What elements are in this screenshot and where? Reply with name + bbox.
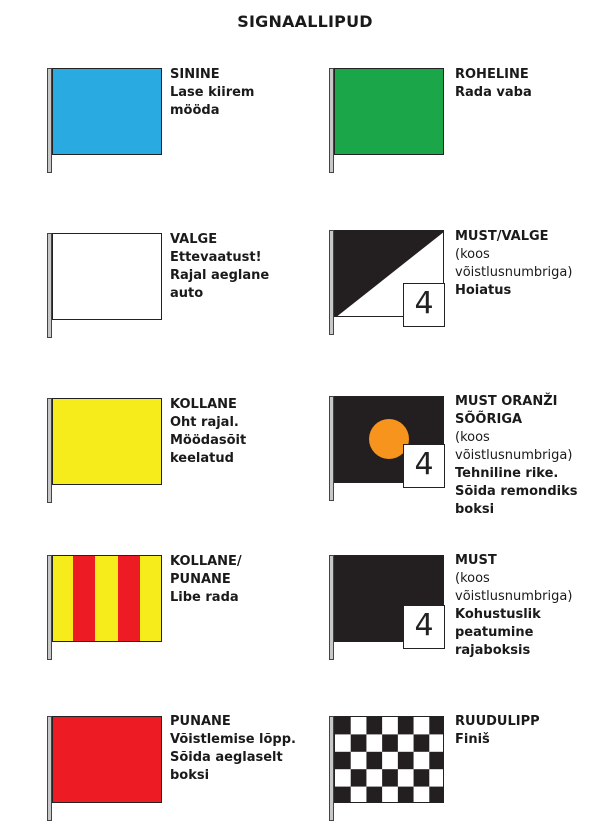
description-line: VALGE [170, 232, 218, 247]
description-line: boksi [455, 502, 495, 517]
description-line: KOLLANE [170, 397, 237, 412]
page-title: SIGNAALLIPUD [237, 12, 373, 31]
checker-square [335, 734, 351, 752]
green-flag [334, 68, 444, 155]
race-number-box: 4 [403, 283, 445, 327]
description-line: Oht rajal. [170, 415, 239, 430]
red-stripe [118, 556, 140, 641]
description-line: RUUDULIPP [455, 714, 540, 729]
checker-square [414, 717, 430, 735]
description-line: mööda [170, 103, 220, 118]
yellow-red-flag-description [170, 553, 320, 607]
checker-square [398, 734, 414, 752]
red-stripe [73, 556, 95, 641]
checkered-flag [334, 716, 444, 803]
description-line: peatumine [455, 625, 534, 640]
description-line: Möödasõit [170, 433, 247, 448]
description-line: võistlusnumbriga) [455, 589, 573, 604]
description-line: Lase kiirem [170, 85, 255, 100]
red-flag [52, 716, 162, 803]
description-line: Rada vaba [455, 85, 532, 100]
description-line: Ettevaatust! [170, 250, 262, 265]
description-line: MUST [455, 553, 497, 568]
checker-square [429, 734, 444, 752]
checker-square [382, 787, 398, 803]
white-flag-description [170, 231, 320, 303]
checker-square [429, 717, 444, 735]
description-line: Finiš [455, 732, 490, 747]
yellow-flag-description [170, 396, 320, 468]
description-line: Sõida remondiks [455, 484, 578, 499]
description-line: (koos [455, 430, 490, 445]
description-line: Kohustuslik [455, 607, 541, 622]
description-line: Tehniline rike. [455, 466, 559, 481]
description-line: Sõida aeglaselt [170, 750, 283, 765]
description-line: keelatud [170, 451, 234, 466]
checker-square [351, 787, 367, 803]
black-flag-description [455, 552, 605, 660]
blue-flag-description [170, 66, 320, 120]
black-white-flag-description [455, 228, 605, 300]
checker-square [351, 734, 367, 752]
description-line: ROHELINE [455, 67, 529, 82]
checker-square [398, 752, 414, 770]
checker-square [366, 787, 382, 803]
description-line: Libe rada [170, 590, 239, 605]
checker-square [429, 769, 444, 787]
black-orange-flag-description [455, 393, 605, 519]
checker-square [335, 717, 351, 735]
checker-square [366, 734, 382, 752]
checker-square [351, 717, 367, 735]
description-line: Hoiatus [455, 283, 512, 298]
checker-square [351, 752, 367, 770]
checker-square [335, 769, 351, 787]
checker-square [429, 752, 444, 770]
description-line: MUST/VALGE [455, 229, 549, 244]
checkered-flag-description [455, 713, 605, 749]
description-line: PUNANE [170, 714, 231, 729]
checker-square [414, 769, 430, 787]
red-flag-description [170, 713, 320, 785]
description-line: PUNANE [170, 572, 231, 587]
race-number-box: 4 [403, 605, 445, 649]
description-line: (koos [455, 247, 490, 262]
checker-square [366, 717, 382, 735]
checker-square [335, 787, 351, 803]
description-line: KOLLANE/ [170, 554, 242, 569]
description-line: MUST ORANŽI [455, 394, 558, 409]
checker-square [351, 769, 367, 787]
description-line: SÕÕRIGA [455, 412, 523, 427]
checker-square [366, 752, 382, 770]
checker-square [429, 787, 444, 803]
description-line: auto [170, 286, 204, 301]
checker-square [366, 769, 382, 787]
white-flag [52, 233, 162, 320]
checker-square [398, 787, 414, 803]
race-number-box: 4 [403, 444, 445, 488]
yellow-flag [52, 398, 162, 485]
description-line: võistlusnumbriga) [455, 265, 573, 280]
checker-pattern [335, 717, 444, 803]
description-line: boksi [170, 768, 210, 783]
checker-square [414, 734, 430, 752]
yellow-red-striped-flag [52, 555, 162, 642]
checker-square [398, 769, 414, 787]
checker-square [382, 717, 398, 735]
checker-square [414, 787, 430, 803]
green-flag-description [455, 66, 605, 102]
checker-square [414, 752, 430, 770]
description-line: võistlusnumbriga) [455, 448, 573, 463]
checker-square [382, 752, 398, 770]
checker-square [382, 769, 398, 787]
description-line: SININE [170, 67, 220, 82]
checker-square [335, 752, 351, 770]
description-line: rajaboksis [455, 643, 531, 658]
description-line: Rajal aeglane [170, 268, 270, 283]
blue-flag [52, 68, 162, 155]
description-line: Võistlemise lõpp. [170, 732, 296, 747]
checker-square [398, 717, 414, 735]
description-line: (koos [455, 571, 490, 586]
checker-square [382, 734, 398, 752]
